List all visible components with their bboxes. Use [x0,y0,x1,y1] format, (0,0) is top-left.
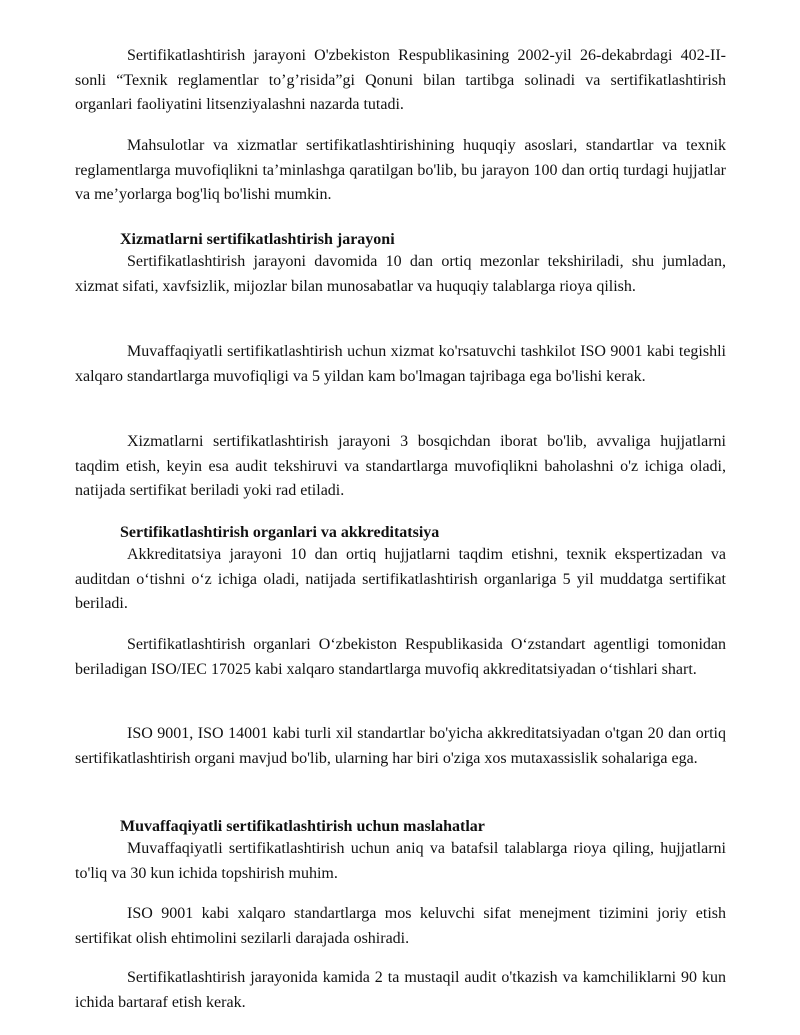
tips-paragraph-3: Sertifikatlashtirish jarayonida kamida 2 ta mustaqil audit o'tkazish va kamchiliklarni 90 kun ichida bartaraf etish kerak. [75,969,726,1011]
tips-paragraph-2: ISO 9001 kabi xalqaro standartlarga mos keluvchi sifat menejment tizimini joriy etish sertifikat olish ehtimolini sezilarli darajada oshiradi. [75,905,726,947]
intro-paragraph-2: Mahsulotlar va xizmatlar sertifikatlashtirishining huquqiy asoslari, standartlar va texnik reglamentlarga muvofiqlikni ta’minlashga qaratilgan bo'lib, bu jarayon 100 dan ortiq turdagi hujjatlar va me’yorlarga bog'liq bo'lishi mumkin. [75,137,726,203]
tips-paragraph-1: Muvaffaqiyatli sertifikatlashtirish uchun aniq va batafsil talablarga rioya qiling, hujjatlarni to'liq va 30 kun ichida topshirish muhim. [75,840,726,882]
section-heading-services: Xizmatlarni sertifikatlashtirish jarayoni [120,231,395,248]
services-paragraph-2: Muvaffaqiyatli sertifikatlashtirish uchun xizmat ko'rsatuvchi tashkilot ISO 9001 kabi tegishli xalqaro standartlarga muvofiqligi va 5 yildan kam bo'lmagan tajribaga ega bo'lishi kerak. [75,343,726,385]
section-heading-tips: Muvaffaqiyatli sertifikatlashtirish uchun maslahatlar [120,818,485,835]
accreditation-paragraph-2: Sertifikatlashtirish organlari O‘zbekiston Respublikasida O‘zstandart agentligi tomonidan beriladigan ISO/IEC 17025 kabi xalqaro standartlarga muvofiq akkreditatsiyadan o‘tishlari shart. [75,636,726,678]
section-heading-accreditation: Sertifikatlashtirish organlari va akkreditatsiya [120,524,440,541]
accreditation-paragraph-3: ISO 9001, ISO 14001 kabi turli xil standartlar bo'yicha akkreditatsiyadan o'tgan 20 dan ortiq sertifikatlashtirish organi mavjud bo'lib, ularning har biri o'ziga xos mutaxassislik sohalariga ega. [75,725,726,767]
services-paragraph-1: Sertifikatlashtirish jarayoni davomida 10 dan ortiq mezonlar tekshiriladi, shu jumladan, xizmat sifati, xavfsizlik, mijozlar bilan munosabatlar va huquqiy talablarga rioya qilish. [75,253,726,295]
intro-paragraph-1: Sertifikatlashtirish jarayoni O'zbekiston Respublikasining 2002-yil 26-dekabrdagi 402-II-sonli “Texnik reglamentlar to’g’risida”gi Qonuni bilan tartibga solinadi va sertifikatlashtirish organlari faoliyatini litsenziyalashni nazarda tutadi. [75,47,726,113]
accreditation-paragraph-1: Akkreditatsiya jarayoni 10 dan ortiq hujjatlarni taqdim etishni, texnik ekspertizadan va auditdan o‘tishni o‘z ichiga oladi, natijada sertifikatlashtirish organlariga 5 yil muddatga sertifikat beriladi. [75,546,726,612]
services-paragraph-3: Xizmatlarni sertifikatlashtirish jarayoni 3 bosqichdan iborat bo'lib, avvaliga hujjatlarni taqdim etish, keyin esa audit tekshiruvi va standartlarga muvofiqlikni baholashni o'z ichiga oladi, natijada sertifikat beriladi yoki rad etiladi. [75,433,726,499]
